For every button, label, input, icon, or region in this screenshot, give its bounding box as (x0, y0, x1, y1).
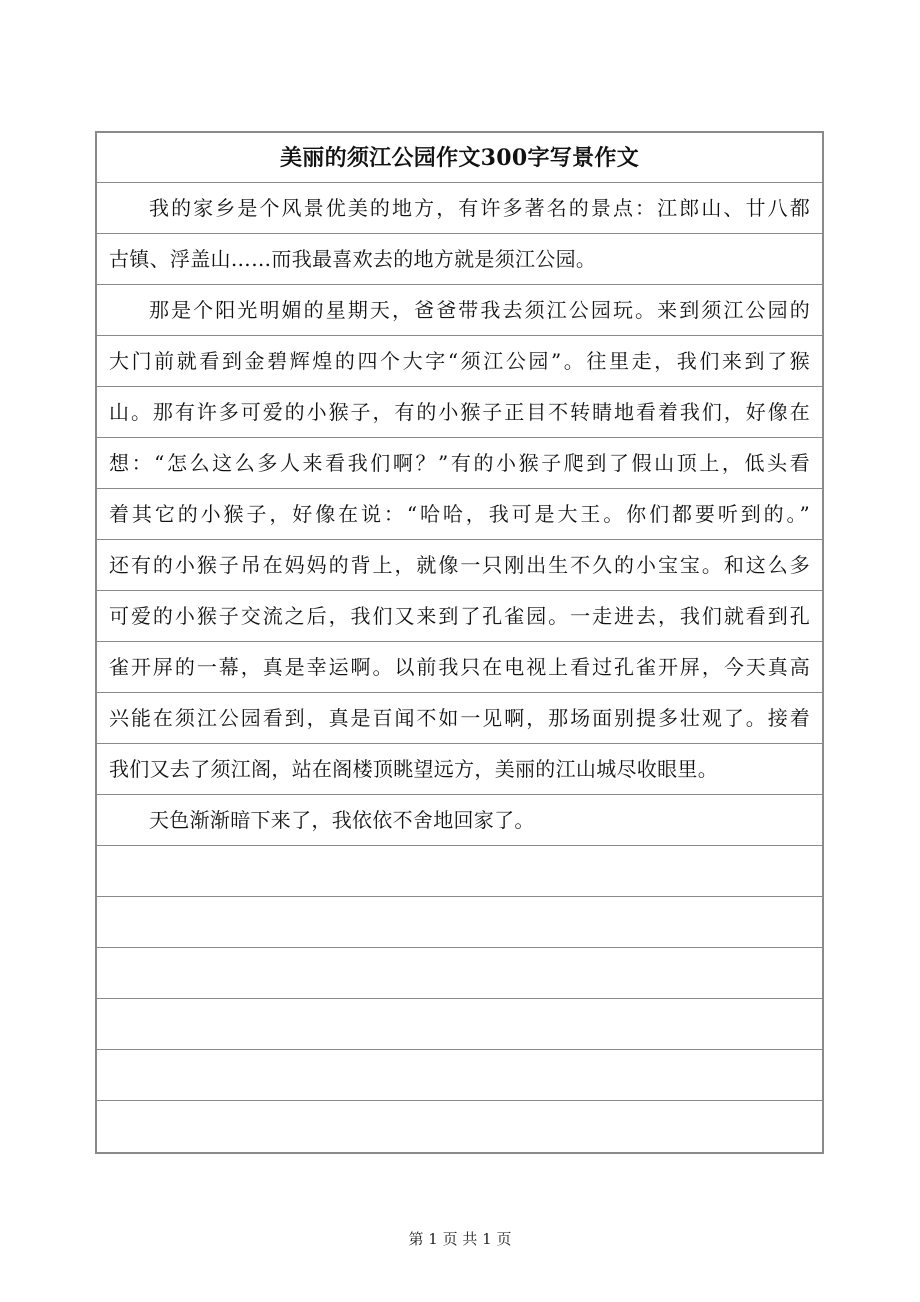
essay-line-8: 还有的小猴子吊在妈妈的背上，就像一只刚出生不久的小宝宝。和这么多 (97, 540, 822, 591)
page-footer: 第 1 页 共 1 页 (408, 1230, 512, 1248)
essay-line-9: 可爱的小猴子交流之后，我们又来到了孔雀园。一走进去，我们就看到孔 (97, 591, 822, 642)
essay-line-3: 那是个阳光明媚的星期天，爸爸带我去须江公园玩。来到须江公园的 (97, 285, 822, 336)
essay-line-4: 大门前就看到金碧辉煌的四个大字“须江公园”。往里走，我们来到了猴 (97, 336, 822, 387)
empty-line-4 (97, 999, 822, 1050)
essay-line-12: 我们又去了须江阁，站在阁楼顶眺望远方，美丽的江山城尽收眼里。 (97, 744, 822, 795)
empty-line-5 (97, 1050, 822, 1101)
empty-line-6 (97, 1101, 822, 1152)
empty-line-1 (97, 846, 822, 897)
empty-line-2 (97, 897, 822, 948)
essay-line-7: 着其它的小猴子，好像在说：“哈哈，我可是大王。你们都要听到的。” (97, 489, 822, 540)
essay-line-2: 古镇、浮盖山……而我最喜欢去的地方就是须江公园。 (97, 234, 822, 285)
essay-line-10: 雀开屏的一幕，真是幸运啊。以前我只在电视上看过孔雀开屏，今天真高 (97, 642, 822, 693)
essay-line-11: 兴能在须江公园看到，真是百闻不如一见啊，那场面别提多壮观了。接着 (97, 693, 822, 744)
essay-line-1: 我的家乡是个风景优美的地方，有许多著名的景点：江郎山、廿八都 (97, 183, 822, 234)
essay-grid-sheet (95, 131, 824, 1154)
empty-line-3 (97, 948, 822, 999)
essay-title: 美丽的须江公园作文300字写景作文 (97, 133, 822, 183)
essay-line-13: 天色渐渐暗下来了，我依依不舍地回家了。 (97, 795, 822, 846)
essay-line-5: 山。那有许多可爱的小猴子，有的小猴子正目不转睛地看着我们，好像在 (97, 387, 822, 438)
essay-line-6: 想：“怎么这么多人来看我们啊？”有的小猴子爬到了假山顶上，低头看 (97, 438, 822, 489)
